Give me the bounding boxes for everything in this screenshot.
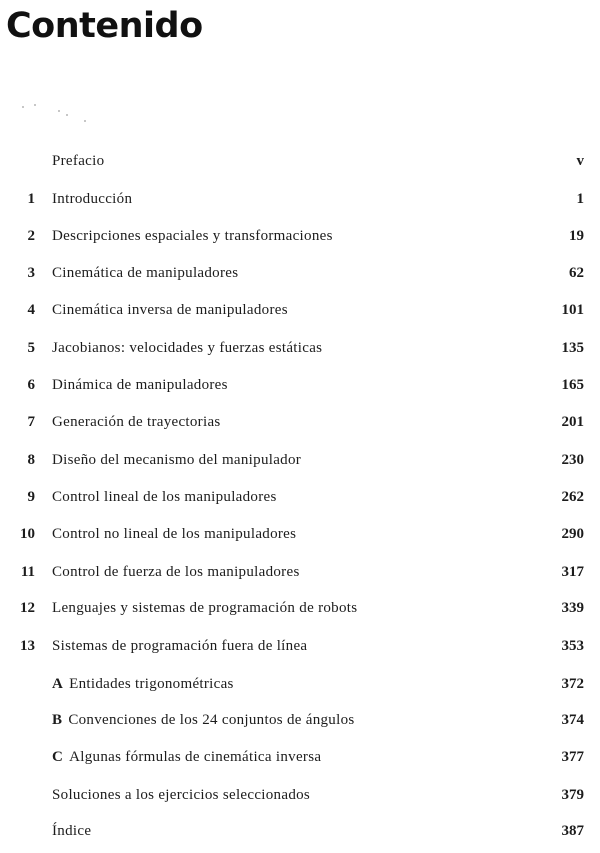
page-number: 353 bbox=[561, 638, 584, 654]
entry-title bbox=[52, 600, 357, 617]
page-number: 165 bbox=[561, 377, 584, 393]
entry-title-text: Control no lineal de los manipuladores bbox=[52, 526, 297, 542]
page-number: 290 bbox=[561, 526, 584, 542]
toc-entry bbox=[0, 265, 600, 287]
entry-title bbox=[52, 712, 355, 729]
page-number: 317 bbox=[561, 564, 584, 580]
entry-title-text: Descripciones espaciales y transformaciones bbox=[52, 228, 333, 244]
toc-entry bbox=[0, 377, 600, 399]
page-number: 101 bbox=[561, 302, 584, 318]
page-number: 1 bbox=[576, 191, 584, 207]
toc-entry bbox=[0, 600, 600, 622]
entry-title-text: Control lineal de los manipuladores bbox=[52, 489, 277, 505]
entry-title-text: Cinemática inversa de manipuladores bbox=[52, 302, 288, 318]
entry-title bbox=[52, 191, 132, 208]
chapter-number: 3 bbox=[27, 265, 35, 281]
entry-title-text: Entidades trigonométricas bbox=[69, 676, 234, 692]
entry-title bbox=[52, 377, 228, 394]
entry-title bbox=[52, 676, 234, 693]
toc-entry bbox=[0, 676, 600, 698]
chapter-number: 7 bbox=[27, 414, 35, 430]
entry-title bbox=[52, 638, 307, 655]
toc-entry bbox=[0, 712, 600, 734]
entry-title-text: Convenciones de los 24 conjuntos de ángulos bbox=[68, 712, 355, 728]
page-number: 339 bbox=[561, 600, 584, 616]
entry-title-text: Jacobianos: velocidades y fuerzas estáticas bbox=[52, 340, 323, 356]
page-number: v bbox=[576, 153, 584, 169]
chapter-number: 13 bbox=[20, 638, 35, 654]
appendix-letter: A bbox=[52, 676, 64, 692]
toc-entry bbox=[0, 638, 600, 660]
page-number: 374 bbox=[561, 712, 584, 728]
entry-title-text: Generación de trayectorias bbox=[52, 414, 221, 430]
chapter-number: 4 bbox=[27, 302, 35, 318]
page-number: 201 bbox=[561, 414, 584, 430]
entry-title-text: Algunas fórmulas de cinemática inversa bbox=[69, 749, 322, 765]
chapter-number: 6 bbox=[27, 377, 35, 393]
chapter-number: 9 bbox=[27, 489, 35, 505]
entry-title-text: Diseño del mecanismo del manipulador bbox=[52, 452, 302, 468]
chapter-number: 1 bbox=[27, 191, 35, 207]
entry-title bbox=[52, 823, 91, 840]
entry-title bbox=[52, 452, 301, 469]
toc-entry bbox=[0, 787, 600, 809]
entry-title bbox=[52, 526, 296, 543]
chapter-number: 11 bbox=[20, 564, 35, 580]
page-title: Contenido bbox=[6, 6, 203, 46]
entry-title bbox=[52, 749, 321, 766]
entry-title bbox=[52, 153, 104, 170]
page-number: 387 bbox=[561, 823, 584, 839]
toc-entry bbox=[0, 302, 600, 324]
entry-title-text: Cinemática de manipuladores bbox=[52, 265, 239, 281]
page-number: 262 bbox=[561, 489, 584, 505]
entry-title bbox=[52, 787, 310, 804]
entry-title-text: Sistemas de programación fuera de línea bbox=[52, 638, 308, 654]
toc-entry bbox=[0, 526, 600, 548]
entry-title-text: Control de fuerza de los manipuladores bbox=[52, 564, 300, 580]
entry-title-text: Introducción bbox=[52, 191, 133, 207]
toc-entry bbox=[0, 153, 600, 175]
page-number: 230 bbox=[561, 452, 584, 468]
chapter-number: 12 bbox=[20, 600, 35, 616]
entry-title bbox=[52, 265, 238, 282]
toc-entry bbox=[0, 489, 600, 511]
toc-entry bbox=[0, 823, 600, 845]
entry-title bbox=[52, 489, 277, 506]
page-number: 19 bbox=[569, 228, 584, 244]
toc-entry bbox=[0, 191, 600, 213]
toc-entry bbox=[0, 228, 600, 250]
entry-title-text: Dinámica de manipuladores bbox=[52, 377, 228, 393]
chapter-number: 8 bbox=[27, 452, 35, 468]
page-number: 379 bbox=[561, 787, 584, 803]
page-number: 135 bbox=[561, 340, 584, 356]
chapter-number: 5 bbox=[27, 340, 35, 356]
entry-title-text: Soluciones a los ejercicios seleccionados bbox=[52, 787, 311, 803]
entry-title-text: Lenguajes y sistemas de programación de robots bbox=[52, 600, 358, 616]
page-number: 62 bbox=[569, 265, 584, 281]
toc-entry bbox=[0, 414, 600, 436]
entry-title bbox=[52, 302, 288, 319]
entry-title bbox=[52, 414, 221, 431]
toc-entry bbox=[0, 452, 600, 474]
appendix-letter: B bbox=[52, 712, 63, 728]
chapter-number: 2 bbox=[27, 228, 35, 244]
entry-title-text: Prefacio bbox=[52, 153, 105, 169]
entry-title bbox=[52, 564, 300, 581]
page-number: 377 bbox=[561, 749, 584, 765]
entry-title bbox=[52, 340, 322, 357]
toc-entry bbox=[0, 564, 600, 586]
page-number: 372 bbox=[561, 676, 584, 692]
toc-entry bbox=[0, 340, 600, 362]
toc-entry bbox=[0, 749, 600, 771]
entry-title bbox=[52, 228, 333, 245]
entry-title-text: Índice bbox=[52, 823, 92, 839]
chapter-number: 10 bbox=[20, 526, 35, 542]
appendix-letter: C bbox=[52, 749, 64, 765]
